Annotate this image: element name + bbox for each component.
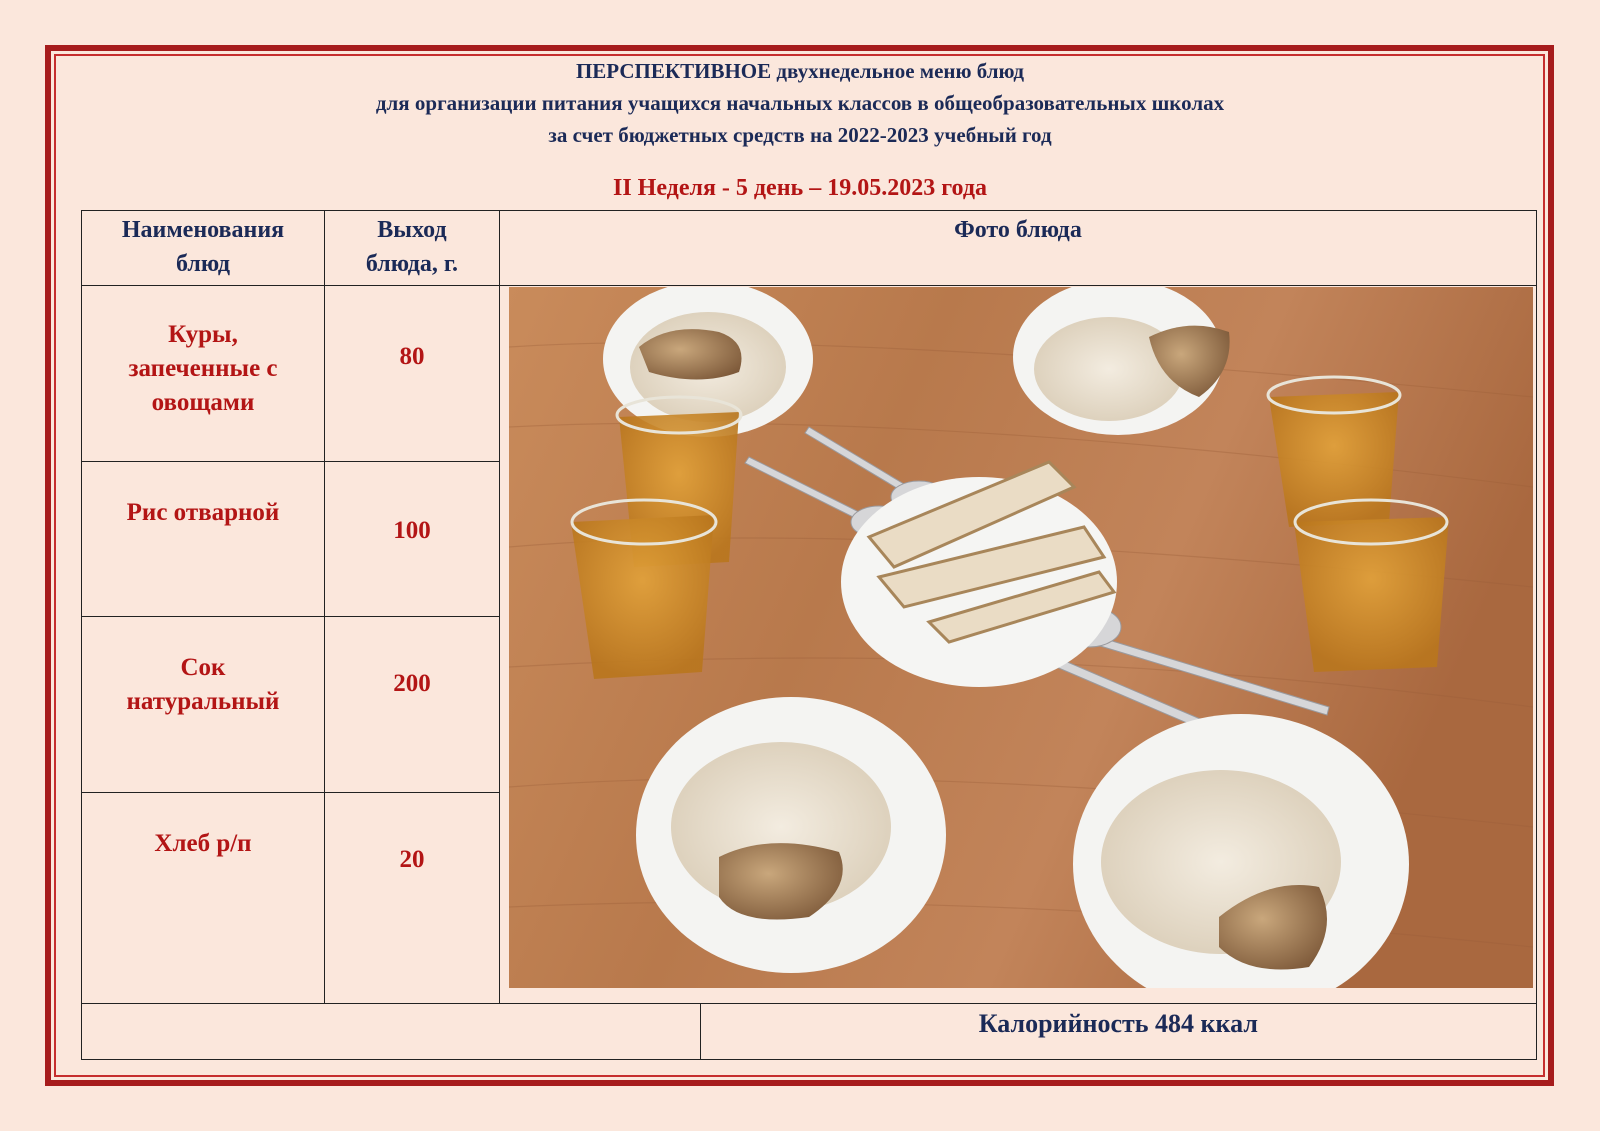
dish-yield: 20 <box>399 845 425 873</box>
header-line-1: ПЕРСПЕКТИВНОЕ двухнедельное меню блюд <box>575 59 1025 83</box>
footer-empty-cell <box>82 1004 701 1060</box>
week-day-title: II Неделя - 5 день – 19.05.2023 года <box>613 175 987 201</box>
table-row <box>82 286 1537 462</box>
dish-name-cell <box>82 617 325 793</box>
dish-photo-cell <box>499 286 1536 1004</box>
header-line-3: за счет бюджетных средств на 2022-2023 учебный год <box>548 123 1052 147</box>
dish-yield-cell <box>324 461 499 616</box>
dish-name-cell <box>82 792 325 1003</box>
dish-name: Сок натуральный <box>126 654 280 716</box>
dish-yield: 200 <box>393 670 431 698</box>
dish-name-cell <box>82 286 325 462</box>
col-header-photo: Фото блюда <box>499 211 1536 286</box>
dish-name: Хлеб р/п <box>154 829 252 857</box>
col-header-yield: Выход блюда, г. <box>324 211 499 286</box>
table-header-row <box>82 211 1537 286</box>
dish-yield-cell <box>324 286 499 462</box>
dish-name-cell <box>82 461 325 616</box>
dish-photo <box>509 287 1533 988</box>
dish-yield-cell <box>324 792 499 1003</box>
menu-table <box>81 210 1537 1060</box>
dish-yield: 100 <box>393 516 431 544</box>
header-line-2: для организации питания учащихся начальных классов в общеобразовательных школах <box>375 91 1225 115</box>
calories-total: Калорийность 484 ккал <box>700 1004 1536 1060</box>
table-footer-row <box>82 1004 1537 1060</box>
col-header-dish-name: Наименования блюд <box>82 211 325 286</box>
dish-yield: 80 <box>399 343 425 371</box>
dish-name: Рис отварной <box>126 498 280 526</box>
dish-name: Куры, запеченные с овощами <box>128 321 278 417</box>
dish-yield-cell <box>324 617 499 793</box>
